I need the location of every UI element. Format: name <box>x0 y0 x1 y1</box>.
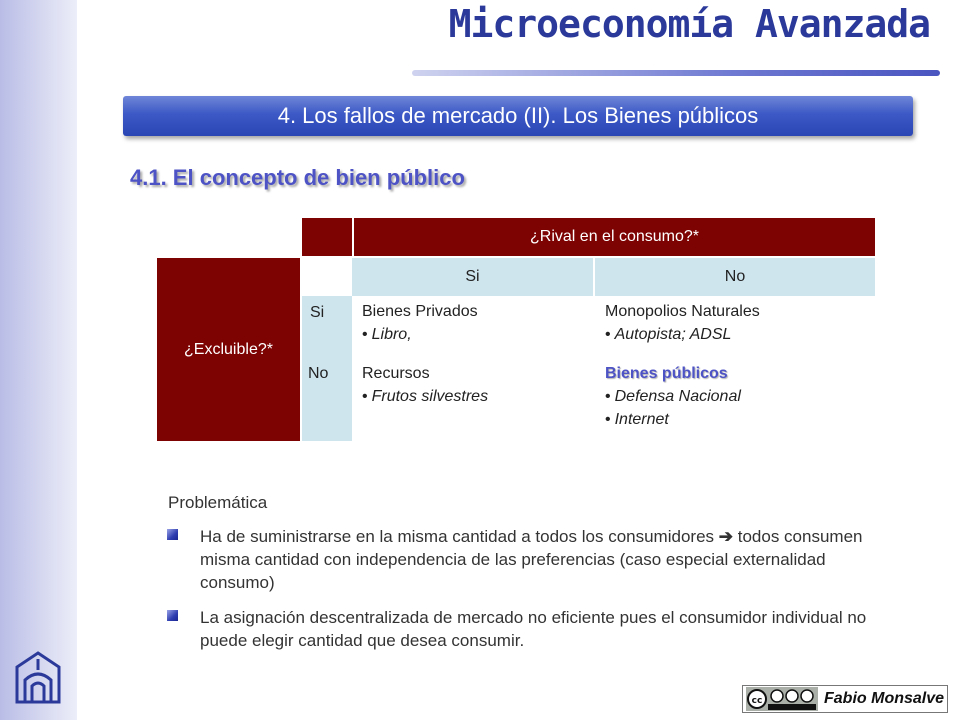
license-badge <box>742 685 948 713</box>
cell-item: • Autopista; ADSL <box>605 326 732 343</box>
rival-column-header: ¿Rival en el consumo?* <box>352 218 875 256</box>
row-si-label: Si <box>302 296 352 359</box>
creative-commons-icon <box>746 687 818 711</box>
body-heading: Problemática <box>168 493 268 512</box>
cell-item: • Libro, <box>362 326 412 343</box>
bullet-icon: • <box>362 388 368 405</box>
excluible-row-header: ¿Excluible?* <box>157 258 300 441</box>
arrow-right-icon: ➔ <box>718 527 734 546</box>
body-point: La asignación descentralizada de mercado no eficiente pues el consumidor individual no puede elegir cantidad que desea consumir. <box>200 608 867 650</box>
square-bullet-icon <box>167 529 178 540</box>
column-no-header: No <box>595 258 875 296</box>
cell-title: Monopolios Naturales <box>605 303 760 320</box>
cell-title: Bienes Privados <box>362 303 478 320</box>
cell-item: • Frutos silvestres <box>362 388 489 405</box>
cell-title-highlighted: Bienes públicos <box>605 365 728 382</box>
table-corner-cell <box>302 218 352 256</box>
cell-item: • Defensa Nacional <box>605 388 741 405</box>
course-title: Microeconomía Avanzada <box>448 2 930 46</box>
table-cell-recursos <box>352 362 595 442</box>
bullet-icon: • <box>605 411 611 428</box>
table-cell-bienes-publicos <box>595 362 875 442</box>
table-cell-monopolios-naturales <box>595 300 875 360</box>
square-bullet-icon <box>167 610 178 621</box>
table-blank-cell <box>302 258 352 296</box>
row-no-label: No <box>302 359 352 441</box>
author-name: Fabio Monsalve <box>824 690 945 707</box>
table-cell-bienes-privados <box>352 300 595 360</box>
bullet-icon: • <box>605 388 611 405</box>
header-divider <box>412 70 940 76</box>
bullet-icon: • <box>362 326 368 343</box>
cell-title: Recursos <box>362 365 430 382</box>
cell-item: • Internet <box>605 411 669 428</box>
bullet-icon: • <box>605 326 611 343</box>
column-si-header: Si <box>352 258 594 296</box>
body-point: Ha de suministrarse en la misma cantidad a todos los consumidores ➔ todos consumen misma cantidad con independencia de las preferencias (caso especial externalidad consumo) <box>200 527 863 592</box>
left-sidebar <box>0 0 77 720</box>
university-logo-icon <box>13 650 63 706</box>
slide-title-banner: 4. Los fallos de mercado (II). Los Bienes públicos <box>123 96 913 136</box>
section-heading: 4.1. El concepto de bien público <box>130 165 465 190</box>
svg-text:cc: cc <box>751 696 763 706</box>
